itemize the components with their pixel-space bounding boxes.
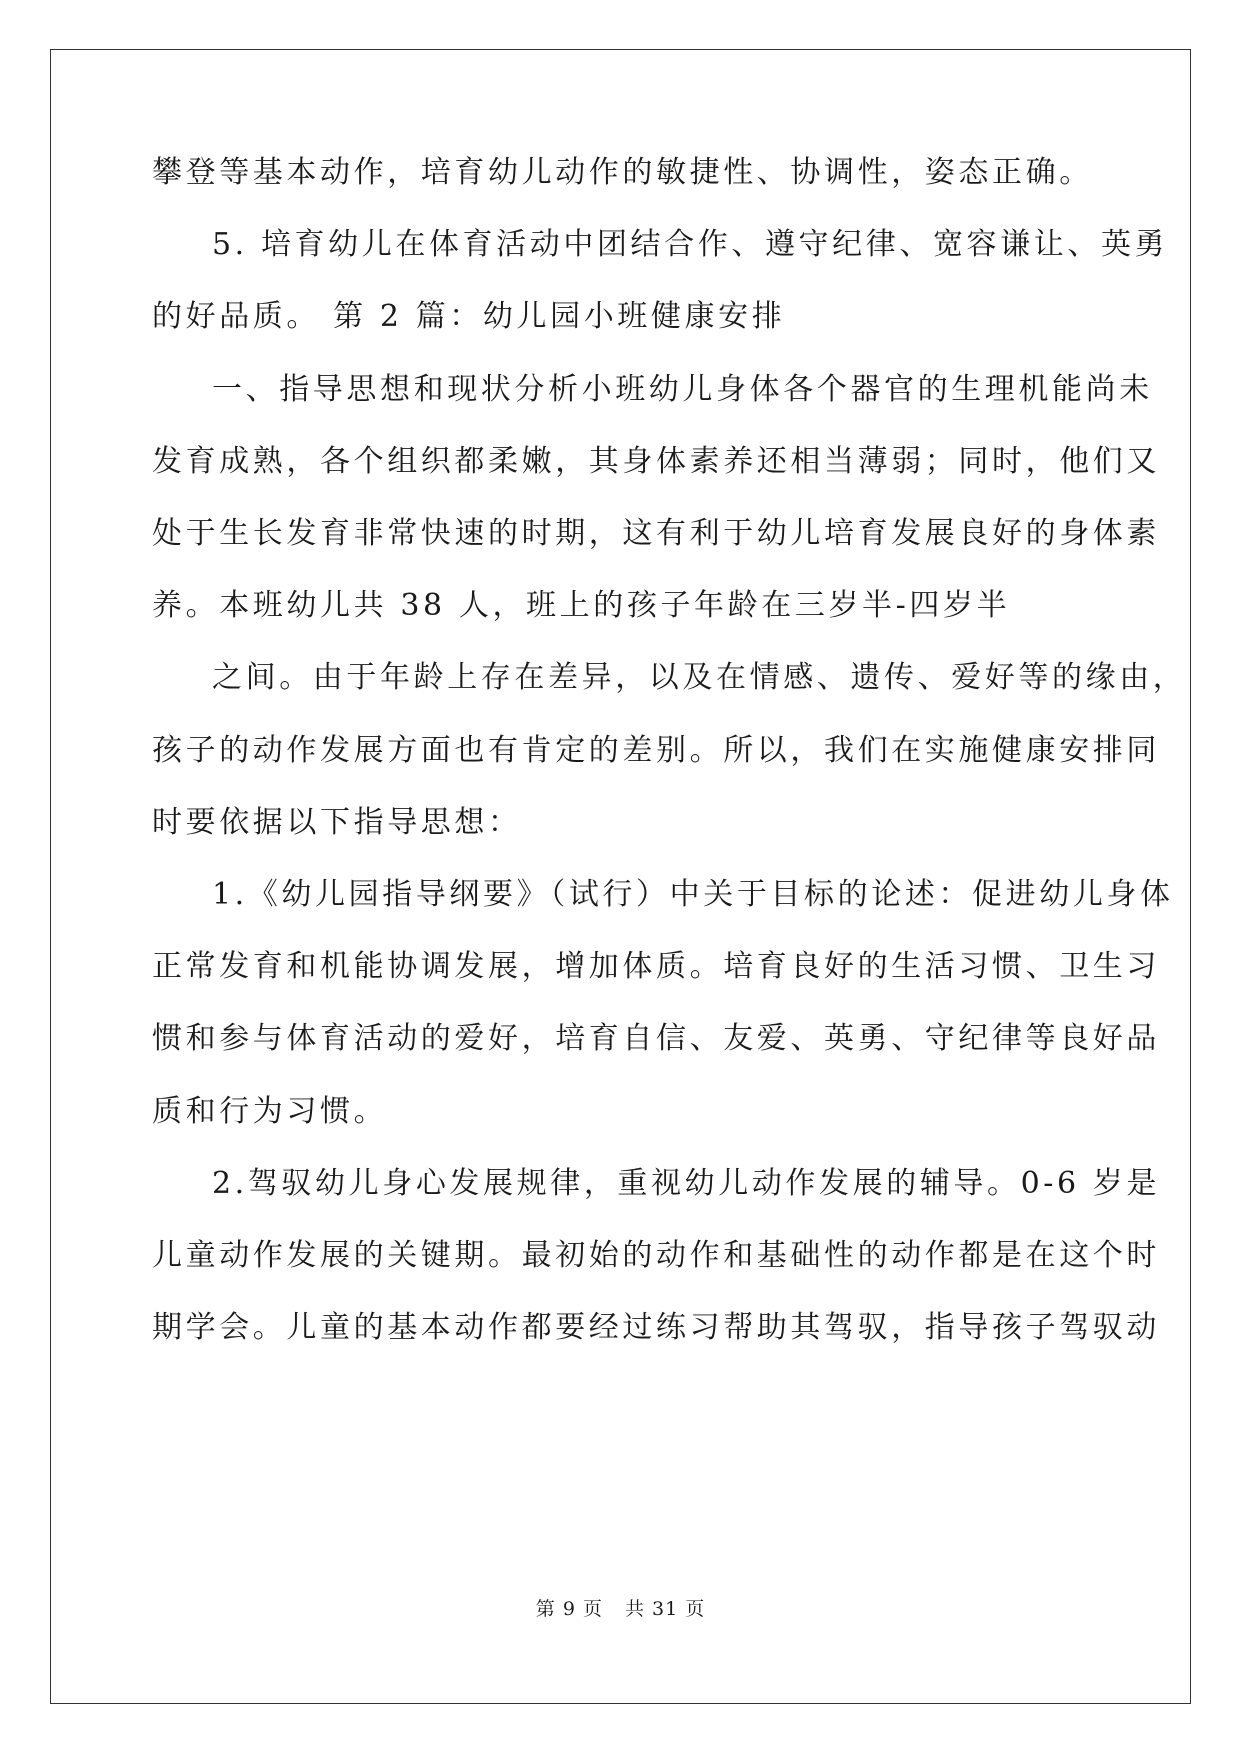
body-line-13: 惯和参与体育活动的爱好，培育自信、友爱、英勇、守纪律等良好品 (152, 1021, 1160, 1056)
body-line-3: 的好品质。 第 2 篇：幼儿园小班健康安排 (152, 299, 786, 334)
body-line-7: 养。本班幼儿共 38 人，班上的孩子年龄在三岁半-四岁半 (152, 588, 1011, 623)
page-footer (0, 1597, 1241, 1621)
body-line-8: 之间。由于年龄上存在差异，以及在情感、遗传、爱好等的缘由， (212, 660, 1187, 695)
body-line-1: 攀登等基本动作，培育幼儿动作的敏捷性、协调性，姿态正确。 (152, 155, 1093, 190)
body-line-12: 正常发育和机能协调发展，增加体质。培育良好的生活习惯、卫生习 (152, 949, 1160, 984)
page-number: 第 9 页 (535, 1598, 603, 1620)
body-line-6: 处于生长发育非常快速的时期，这有利于幼儿培育发展良好的身体素 (152, 516, 1160, 551)
body-line-10: 时要依据以下指导思想： (152, 805, 522, 840)
body-line-16: 儿童动作发展的关键期。最初始的动作和基础性的动作都是在这个时 (152, 1238, 1160, 1273)
body-line-9: 孩子的动作发展方面也有肯定的差别。所以，我们在实施健康安排同 (152, 733, 1160, 768)
body-line-15: 2.驾驭幼儿身心发展规律，重视幼儿动作发展的辅导。0-6 岁是 (212, 1166, 1161, 1201)
body-line-5: 发育成熟，各个组织都柔嫩，其身体素养还相当薄弱；同时，他们又 (152, 444, 1160, 479)
body-line-14: 质和行为习惯。 (152, 1094, 388, 1129)
body-line-17: 期学会。儿童的基本动作都要经过练习帮助其驾驭，指导孩子驾驭动 (152, 1310, 1160, 1345)
page-total: 共 31 页 (624, 1598, 706, 1620)
body-line-2: 5. 培育幼儿在体育活动中团结合作、遵守纪律、宽容谦让、英勇 (212, 227, 1169, 262)
body-line-11: 1.《幼儿园指导纲要》（试行）中关于目标的论述：促进幼儿身体 (212, 877, 1174, 912)
body-line-4: 一、指导思想和现状分析小班幼儿身体各个器官的生理机能尚未 (212, 372, 1153, 407)
